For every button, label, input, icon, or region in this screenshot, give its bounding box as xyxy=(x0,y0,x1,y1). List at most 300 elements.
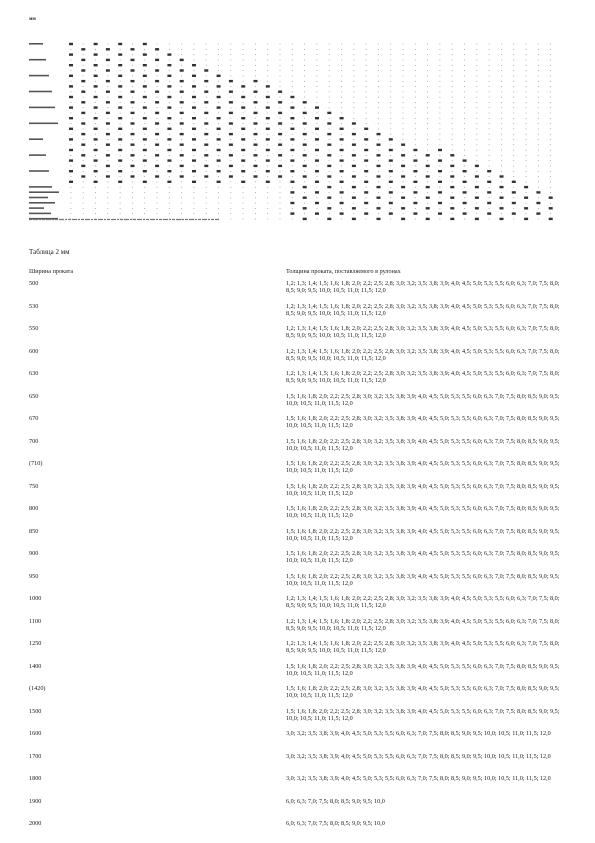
dense-cell-dot xyxy=(427,160,428,161)
dense-cell-dot xyxy=(427,144,428,145)
dense-cell-dot xyxy=(157,213,158,214)
dense-cell-dot xyxy=(181,129,182,130)
dense-cell-dot xyxy=(83,86,84,87)
dense-cell-mark xyxy=(106,91,110,93)
dense-cell-mark xyxy=(377,218,381,220)
dense-cell-dot xyxy=(513,102,514,103)
dense-cell-dot xyxy=(317,144,318,145)
dense-cell-dot xyxy=(280,187,281,188)
dense-cell-dot xyxy=(378,113,379,114)
dense-cell-mark xyxy=(106,175,110,177)
dense-cell-mark xyxy=(131,69,135,71)
dense-cell-dot xyxy=(157,160,158,161)
dense-cell-mark xyxy=(69,128,73,130)
dense-cell-dot xyxy=(550,76,551,77)
dense-cell-dot xyxy=(341,155,342,156)
dense-cell-dot xyxy=(476,76,477,77)
dense-cell-dot xyxy=(144,102,145,103)
dense-cell-dot xyxy=(415,134,416,135)
dense-cell-dot xyxy=(378,150,379,151)
dense-cell-dot xyxy=(181,208,182,209)
dense-cell-mark xyxy=(81,48,85,50)
dense-cell-mark xyxy=(512,202,516,204)
dense-cell-mark xyxy=(155,112,159,114)
dense-cell-dot xyxy=(513,44,514,45)
dense-cell-mark xyxy=(389,149,393,151)
dense-cell-mark xyxy=(143,53,147,55)
width-cell: 1400 xyxy=(29,662,42,670)
dense-cell-mark xyxy=(143,170,147,172)
dense-cell-dot xyxy=(550,49,551,50)
dense-cell-dot xyxy=(255,129,256,130)
dense-cell-mark xyxy=(143,75,147,77)
dense-cell-dot xyxy=(476,144,477,145)
dense-cell-dot xyxy=(513,150,514,151)
dense-cell-dot xyxy=(206,208,207,209)
dense-cell-mark xyxy=(241,96,245,98)
dense-cell-mark xyxy=(463,159,467,161)
dense-cell-dot xyxy=(501,203,502,204)
dense-cell-dot xyxy=(144,187,145,188)
dense-cell-dot xyxy=(476,81,477,82)
dense-cell-dot xyxy=(415,139,416,140)
dense-cell-mark xyxy=(229,112,233,114)
dense-cell-dot xyxy=(452,44,453,45)
dense-cell-mark xyxy=(364,191,368,193)
dense-cell-mark xyxy=(500,218,504,220)
dense-cell-mark xyxy=(69,117,73,119)
dense-cell-dot xyxy=(341,197,342,198)
dense-cell-dot xyxy=(440,54,441,55)
dense-cell-dot xyxy=(476,91,477,92)
dense-cell-dot xyxy=(550,102,551,103)
dense-cell-dot xyxy=(329,65,330,66)
dense-cell-dot xyxy=(526,97,527,98)
dense-cell-dot xyxy=(71,176,72,177)
dense-cell-dot xyxy=(267,219,268,220)
dense-cell-dot xyxy=(501,60,502,61)
dense-cell-dot xyxy=(304,49,305,50)
dense-cell-mark xyxy=(254,144,258,146)
dense-cell-dot xyxy=(255,187,256,188)
dense-cell-mark xyxy=(463,170,467,172)
dense-cell-dot xyxy=(181,107,182,108)
dense-cell-dot xyxy=(304,86,305,87)
dense-cell-dot xyxy=(403,60,404,61)
dense-cell-mark xyxy=(81,144,85,146)
dense-cell-dot xyxy=(440,113,441,114)
dense-cell-dot xyxy=(218,192,219,193)
dense-cell-dot xyxy=(267,144,268,145)
dense-cell-dot xyxy=(120,102,121,103)
width-cell: 530 xyxy=(29,302,39,310)
dense-cell-mark xyxy=(278,91,282,93)
dense-cell-dot xyxy=(230,49,231,50)
dense-cell-dot xyxy=(329,171,330,172)
dense-cell-mark xyxy=(315,181,319,183)
dense-cell-dot xyxy=(194,49,195,50)
dense-cell-dot xyxy=(526,139,527,140)
dense-cell-dot xyxy=(255,208,256,209)
dense-cell-mark xyxy=(118,64,122,66)
dense-cell-mark xyxy=(290,117,294,119)
dense-cell-mark xyxy=(475,218,479,220)
dense-cell-dot xyxy=(280,76,281,77)
dense-cell-dot xyxy=(366,81,367,82)
dense-cell-dot xyxy=(476,49,477,50)
dense-cell-dot xyxy=(83,139,84,140)
dense-cell-dot xyxy=(464,166,465,167)
dense-cell-dot xyxy=(144,81,145,82)
dense-cell-dot xyxy=(280,86,281,87)
dense-cell-dot xyxy=(353,113,354,114)
dense-cell-mark xyxy=(241,128,245,130)
dense-cell-dot xyxy=(292,197,293,198)
dense-cell-mark xyxy=(94,138,98,140)
dense-cell-mark xyxy=(167,85,171,87)
dense-cell-mark xyxy=(426,197,430,199)
dense-cell-dot xyxy=(194,213,195,214)
dense-cell-dot xyxy=(181,150,182,151)
dense-cell-mark xyxy=(118,138,122,140)
dense-cell-dot xyxy=(538,182,539,183)
dense-cell-dot xyxy=(329,150,330,151)
dense-cell-mark xyxy=(180,80,184,82)
dense-cell-dot xyxy=(71,197,72,198)
dense-cell-dot xyxy=(464,134,465,135)
dense-cell-dot xyxy=(452,107,453,108)
width-cell: 1700 xyxy=(29,752,42,760)
dense-cell-dot xyxy=(440,102,441,103)
dense-cell-mark xyxy=(340,128,344,130)
dense-cell-mark xyxy=(131,133,135,135)
dense-cell-dot xyxy=(329,44,330,45)
dense-cell-dot xyxy=(230,54,231,55)
dense-cell-mark xyxy=(106,59,110,61)
dense-cell-dot xyxy=(181,187,182,188)
dense-cell-mark xyxy=(536,202,540,204)
dense-cell-dot xyxy=(366,91,367,92)
dense-cell-dot xyxy=(526,203,527,204)
dense-cell-dot xyxy=(427,113,428,114)
dense-cell-mark xyxy=(303,197,307,199)
dense-cell-dot xyxy=(440,86,441,87)
dense-cell-dot xyxy=(427,129,428,130)
dense-cell-dot xyxy=(489,150,490,151)
dense-cell-dot xyxy=(194,144,195,145)
dense-cell-mark xyxy=(438,202,442,204)
dense-cell-mark xyxy=(69,53,73,55)
dense-cell-mark xyxy=(327,186,331,188)
dense-cell-mark xyxy=(364,128,368,130)
dense-cell-dot xyxy=(255,49,256,50)
dense-cell-mark xyxy=(254,91,258,93)
dense-cell-mark xyxy=(131,144,135,146)
dense-cell-dot xyxy=(513,91,514,92)
dense-cell-dot xyxy=(107,54,108,55)
dense-cell-dot xyxy=(403,182,404,183)
dense-cell-dot xyxy=(267,123,268,124)
dense-cell-dot xyxy=(280,171,281,172)
dense-cell-dot xyxy=(440,60,441,61)
dense-cell-mark xyxy=(217,85,221,87)
dense-cell-mark xyxy=(389,202,393,204)
dense-cell-dot xyxy=(243,54,244,55)
dense-cell-dot xyxy=(526,192,527,193)
dense-cell-dot xyxy=(280,182,281,183)
thickness-cell: 6,0; 6,3; 7,0; 7,5; 8,0; 8,5; 9,0; 9,5; 10,0 xyxy=(286,820,385,827)
dense-cell-dot xyxy=(501,97,502,98)
dense-cell-dot xyxy=(132,208,133,209)
dense-cell-dot xyxy=(280,129,281,130)
dense-cell-dot xyxy=(550,44,551,45)
dense-cell-dot xyxy=(144,49,145,50)
dense-cell-mark xyxy=(192,170,196,172)
dense-cell-dot xyxy=(95,213,96,214)
dense-cell-mark xyxy=(118,149,122,151)
dense-cell-mark xyxy=(155,175,159,177)
dense-cell-dot xyxy=(489,102,490,103)
thickness-cell: 1,5; 1,6; 1,8; 2,0; 2,2; 2,5; 2,8; 3,0; 3,2; 3,5; 3,8; 3,9; 4,0; 4,5; 5,0; 5,3; 5,5; 6,0; 6,3; 7,0; 7,5; 8,0; 8,5; 9,0; 9,5; 10,0; 10,5; 11,0; 11,5; 12,0 xyxy=(286,527,560,542)
dense-cell-dot xyxy=(144,144,145,145)
dense-cell-dot xyxy=(366,70,367,71)
dense-cell-mark xyxy=(167,138,171,140)
dense-cell-dot xyxy=(132,44,133,45)
dense-cell-dot xyxy=(476,182,477,183)
dense-cell-dot xyxy=(526,70,527,71)
dense-cell-dot xyxy=(292,155,293,156)
dense-cell-dot xyxy=(353,65,354,66)
dense-cell-dot xyxy=(255,118,256,119)
dense-cell-dot xyxy=(280,49,281,50)
dense-cell-dot xyxy=(230,65,231,66)
dense-cell-mark xyxy=(512,181,516,183)
dense-cell-dot xyxy=(267,60,268,61)
dense-cell-dot xyxy=(157,208,158,209)
dense-cell-mark xyxy=(500,186,504,188)
dense-cell-mark xyxy=(377,133,381,135)
dense-cell-mark xyxy=(266,170,270,172)
dense-cell-dot xyxy=(218,123,219,124)
dense-cell-dot xyxy=(513,166,514,167)
dense-cell-mark xyxy=(94,53,98,55)
dense-cell-mark xyxy=(438,170,442,172)
thickness-cell: 1,5; 1,6; 1,8; 2,0; 2,2; 2,5; 2,8; 3,0; 3,2; 3,5; 3,8; 3,9; 4,0; 4,5; 5,0; 5,3; 5,5; 6,0; 6,3; 7,0; 7,5; 8,0; 8,5; 9,0; 9,5; 10,0; 10,5; 11,0; 11,5; 12,0 xyxy=(286,707,560,722)
dense-cell-mark xyxy=(131,101,135,103)
table-row xyxy=(29,753,569,776)
dense-cell-dot xyxy=(501,160,502,161)
dense-cell-dot xyxy=(464,97,465,98)
dense-cell-dot xyxy=(329,192,330,193)
dense-cell-dot xyxy=(95,134,96,135)
dense-cell-dot xyxy=(280,118,281,119)
dense-cell-dot xyxy=(292,44,293,45)
dense-cell-dot xyxy=(83,129,84,130)
dense-cell-dot xyxy=(83,65,84,66)
table-row xyxy=(29,550,569,573)
dense-cell-dot xyxy=(452,86,453,87)
dense-cell-mark xyxy=(69,64,73,66)
dense-cell-mark xyxy=(487,181,491,183)
dense-cell-mark xyxy=(204,133,208,135)
dense-cell-mark xyxy=(254,154,258,156)
dense-cell-dot xyxy=(550,144,551,145)
dense-cell-mark xyxy=(204,175,208,177)
dense-cell-mark xyxy=(204,154,208,156)
dense-cell-mark xyxy=(94,96,98,98)
dense-cell-dot xyxy=(501,192,502,193)
dense-cell-mark xyxy=(192,128,196,130)
dense-cell-dot xyxy=(440,76,441,77)
dense-cell-dot xyxy=(107,107,108,108)
dense-cell-dot xyxy=(366,76,367,77)
table-row xyxy=(29,640,569,663)
dense-cell-dot xyxy=(267,65,268,66)
dense-cell-dot xyxy=(280,192,281,193)
dense-cell-dot xyxy=(403,44,404,45)
dense-cell-dot xyxy=(526,123,527,124)
dense-cell-dot xyxy=(120,213,121,214)
dense-cell-dot xyxy=(120,113,121,114)
dense-cell-dot xyxy=(489,208,490,209)
dense-cell-dot xyxy=(230,97,231,98)
dense-cell-mark xyxy=(204,91,208,93)
dense-cell-dot xyxy=(415,176,416,177)
dense-cell-dot xyxy=(476,123,477,124)
dense-cell-mark xyxy=(327,197,331,199)
dense-cell-mark xyxy=(106,48,110,50)
dense-cell-dot xyxy=(440,49,441,50)
dense-cell-dot xyxy=(550,187,551,188)
header-width: Ширина проката xyxy=(29,268,74,275)
dense-cell-dot xyxy=(157,118,158,119)
dense-cell-dot xyxy=(513,107,514,108)
dense-cell-dot xyxy=(415,113,416,114)
dense-cell-dot xyxy=(255,97,256,98)
dense-cell-dot xyxy=(157,65,158,66)
dense-cell-dot xyxy=(464,76,465,77)
dense-cell-dot xyxy=(440,123,441,124)
dense-cell-dot xyxy=(550,134,551,135)
dense-cell-dot xyxy=(366,113,367,114)
dense-cell-dot xyxy=(538,49,539,50)
dense-cell-dot xyxy=(452,203,453,204)
dense-cell-dot xyxy=(230,44,231,45)
dense-cell-dot xyxy=(206,107,207,108)
dense-cell-mark xyxy=(315,106,319,108)
dense-cell-dot xyxy=(132,213,133,214)
dense-cell-dot xyxy=(501,65,502,66)
dense-cell-mark xyxy=(204,144,208,146)
dense-cell-dot xyxy=(440,70,441,71)
dense-cell-dot xyxy=(71,166,72,167)
dense-cell-dot xyxy=(267,176,268,177)
dense-cell-dot xyxy=(366,197,367,198)
table-row xyxy=(29,775,569,798)
dense-cell-dot xyxy=(526,213,527,214)
dense-cell-mark xyxy=(340,159,344,161)
dense-cell-dot xyxy=(403,129,404,130)
dense-cell-mark xyxy=(69,85,73,87)
dense-cell-dot xyxy=(415,197,416,198)
dense-cell-dot xyxy=(317,86,318,87)
dense-cell-dot xyxy=(120,187,121,188)
dense-cell-dot xyxy=(415,54,416,55)
table-2-body xyxy=(29,280,569,843)
dense-cell-dot xyxy=(341,76,342,77)
dense-cell-dot xyxy=(120,192,121,193)
dense-cell-dot xyxy=(317,44,318,45)
dense-cell-dot xyxy=(366,155,367,156)
dense-cell-dot xyxy=(181,192,182,193)
dense-cell-dot xyxy=(550,113,551,114)
dense-cell-dot xyxy=(304,203,305,204)
dense-cell-mark xyxy=(229,144,233,146)
dense-cell-dot xyxy=(415,166,416,167)
dense-cell-mark xyxy=(241,117,245,119)
dense-cell-dot xyxy=(526,54,527,55)
thickness-cell: 1,5; 1,6; 1,8; 2,0; 2,2; 2,5; 2,8; 3,0; 3,2; 3,5; 3,8; 3,9; 4,0; 4,5; 5,0; 5,3; 5,5; 6,0; 6,3; 7,0; 7,5; 8,0; 8,5; 9,0; 9,5; 10,0; 10,5; 11,0; 11,5; 12,0 xyxy=(286,415,560,430)
dense-cell-mark xyxy=(167,181,171,183)
dense-cell-mark xyxy=(167,106,171,108)
dense-cell-dot xyxy=(255,107,256,108)
dense-cell-dot xyxy=(83,182,84,183)
dense-cell-dot xyxy=(280,70,281,71)
dense-cell-dot xyxy=(489,155,490,156)
dense-cell-dot xyxy=(452,49,453,50)
dense-cell-dot xyxy=(132,97,133,98)
dense-cell-dot xyxy=(464,123,465,124)
dense-cell-dot xyxy=(538,118,539,119)
dense-cell-mark xyxy=(81,101,85,103)
dense-cell-dot xyxy=(427,213,428,214)
dense-cell-dot xyxy=(107,129,108,130)
dense-cell-dot xyxy=(550,155,551,156)
dense-cell-dot xyxy=(206,76,207,77)
dense-cell-dot xyxy=(476,129,477,130)
dense-cell-dot xyxy=(71,155,72,156)
dense-cell-dot xyxy=(280,213,281,214)
dense-cell-dot xyxy=(317,155,318,156)
dense-cell-dot xyxy=(144,155,145,156)
dense-cell-dot xyxy=(120,81,121,82)
dense-cell-dot xyxy=(476,102,477,103)
dense-cell-dot xyxy=(280,44,281,45)
dense-cell-mark xyxy=(254,112,258,114)
dense-cell-dot xyxy=(181,171,182,172)
dense-cell-mark xyxy=(241,181,245,183)
dense-cell-mark xyxy=(500,175,504,177)
dense-cell-mark xyxy=(131,48,135,50)
dense-cell-dot xyxy=(513,155,514,156)
dense-cell-mark xyxy=(180,165,184,167)
dense-cell-dot xyxy=(230,213,231,214)
dense-cell-dot xyxy=(489,60,490,61)
dense-cell-dot xyxy=(464,86,465,87)
dense-cell-mark xyxy=(438,181,442,183)
dense-cell-dot xyxy=(513,160,514,161)
dense-cell-dot xyxy=(440,166,441,167)
dense-table-graphic xyxy=(29,40,569,222)
dense-cell-mark xyxy=(450,154,454,156)
dense-cell-dot xyxy=(341,60,342,61)
dense-cell-dot xyxy=(267,155,268,156)
dense-cell-mark xyxy=(303,133,307,135)
dense-cell-mark xyxy=(69,106,73,108)
table-row xyxy=(29,685,569,708)
dense-cell-mark xyxy=(131,112,135,114)
dense-cell-dot xyxy=(292,65,293,66)
